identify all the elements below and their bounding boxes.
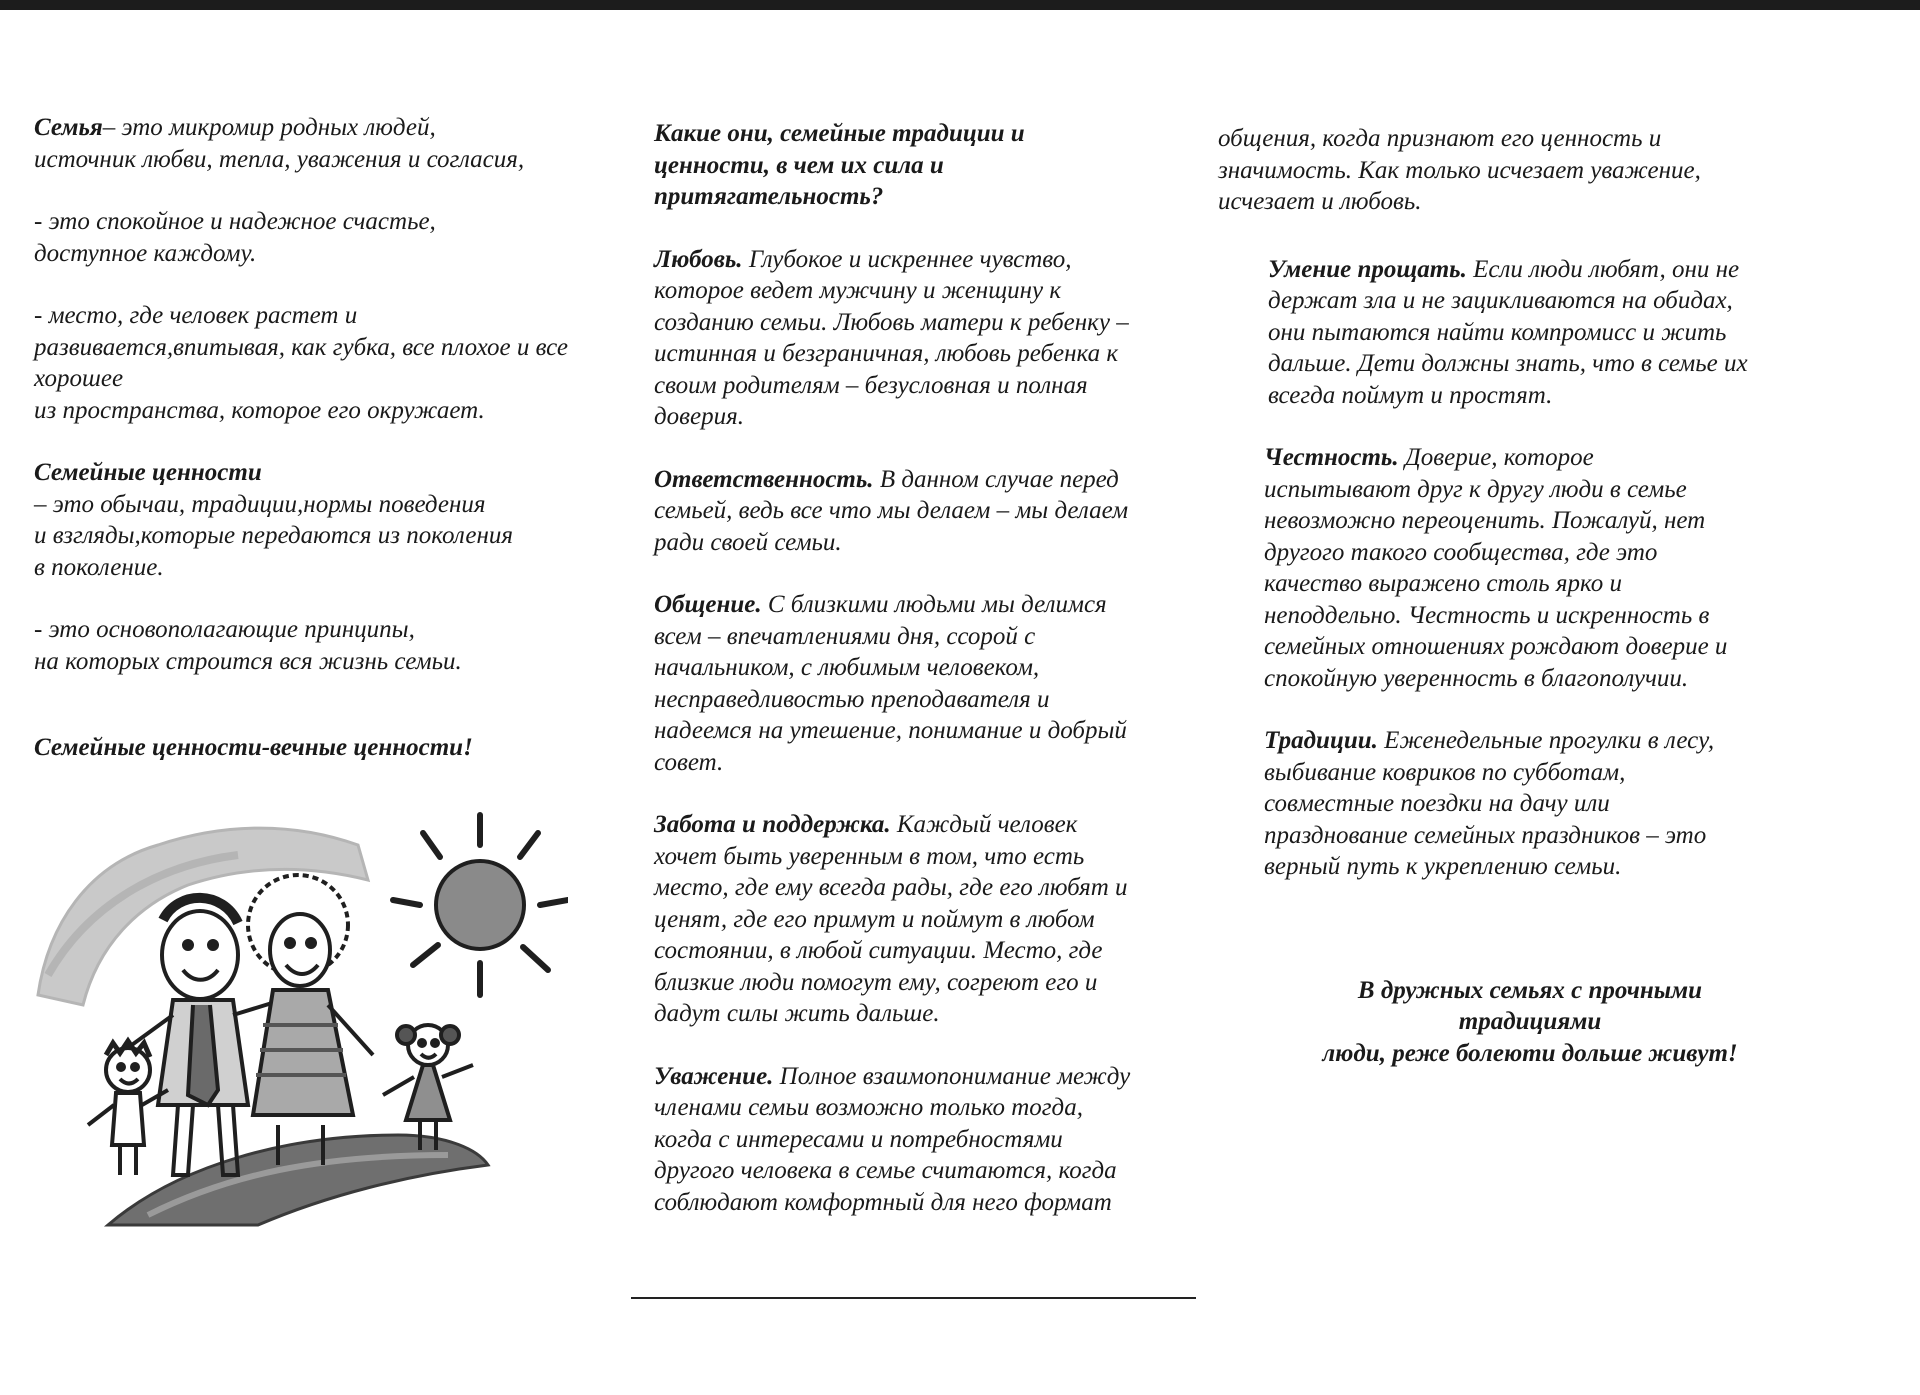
traditions-term: Традиции. xyxy=(1264,727,1378,754)
honesty-line: неподдельно. Честность и искренность в xyxy=(1264,601,1710,629)
care-line: дадут силы жить дальше. xyxy=(654,1000,940,1027)
communication-line: начальником, с любимым человеком, xyxy=(654,654,1040,681)
traditions-line: совместные поездки на дачу или xyxy=(1264,790,1610,817)
values-term: Семейные ценности xyxy=(34,459,262,486)
principles-line: - это основополагающие принципы, xyxy=(34,616,415,643)
love-line: истинная и безграничная, любовь ребенка к xyxy=(654,340,1119,367)
care-line: хочет быть уверенным в том, что есть xyxy=(654,842,1085,870)
respect-term: Уважение. xyxy=(654,1062,774,1090)
family-term: Семья xyxy=(34,114,103,141)
family-definition-line: источник любви, тепла, уважения и согласия, xyxy=(34,145,525,173)
love-paragraph: Любовь. Глубокое и искреннее чувство, xyxy=(654,245,1072,273)
section-heading: ценности, в чем их сила и xyxy=(654,151,944,179)
place-line: из пространства, которое его окружает. xyxy=(34,396,485,424)
principles-line: на которых строится вся жизнь семьи. xyxy=(34,647,462,675)
values-line: в поколение. xyxy=(34,553,164,581)
responsibility-line: семьей, ведь все что мы делаем – мы делаем xyxy=(654,497,1129,524)
communication-line: всем – впечатлениями дня, ссорой с xyxy=(654,622,1036,650)
middle-column xyxy=(654,118,1214,1218)
honesty-line: спокойную уверенность в благополучии. xyxy=(1264,664,1689,692)
forgive-line: всегда поймут и простят. xyxy=(1268,381,1553,409)
top-border xyxy=(0,0,1920,10)
communication-line: надеемся на утешение, понимание и добрый xyxy=(654,717,1127,744)
respect-continuation-line: исчезает и любовь. xyxy=(1218,188,1422,215)
respect-paragraph: Уважение. Полное взаимопонимание между xyxy=(654,1062,1131,1090)
section-heading: притягательность? xyxy=(654,183,884,210)
love-line: доверия. xyxy=(654,403,744,430)
forgive-line: они пытаются найти компромисс и жить xyxy=(1268,318,1727,346)
values-line: и взгляды,которые передаются из поколения xyxy=(34,522,514,549)
communication-line: несправедливостью преподавателя и xyxy=(654,685,1050,713)
place-line: развивается,впитывая, как губка, все плохое и все хорошее xyxy=(34,333,569,392)
happiness-line: - это спокойное и надежное счастье, xyxy=(34,208,436,235)
honesty-term: Честность. xyxy=(1264,444,1399,471)
place-line: - место, где человек растет и xyxy=(34,302,358,329)
forgive-line: дальше. Дети должны знать, что в семье их xyxy=(1268,350,1748,377)
care-line: место, где ему всегда рады, где его любят и xyxy=(654,874,1128,901)
love-line: созданию семьи. Любовь матери к ребенку – xyxy=(654,308,1129,336)
responsibility-line: ради своей семьи. xyxy=(654,528,842,556)
love-term: Любовь. xyxy=(654,245,743,273)
slogan: Семейные ценности-вечные ценности! xyxy=(34,734,473,761)
left-column xyxy=(34,112,644,764)
respect-line: другого человека в семье считаются, когда xyxy=(654,1157,1117,1184)
care-line: состоянии, в любой ситуации. Место, где xyxy=(654,937,1103,964)
family-definition: Семья– это микромир родных людей, xyxy=(34,114,436,141)
honesty-line: невозможно переоценить. Пожалуй, нет xyxy=(1264,507,1706,534)
traditions-line: празднование семейных праздников – это xyxy=(1264,821,1707,849)
love-line: своим родителям – безусловная и полная xyxy=(654,371,1088,399)
care-line: близкие люди помогут ему, согреют его и xyxy=(654,968,1098,996)
closing-line: В дружных семьях с прочными xyxy=(1357,976,1703,1004)
love-line: которое ведет мужчину и женщину к xyxy=(654,277,1062,304)
bottom-divider xyxy=(631,1297,1196,1299)
respect-line: соблюдают комфортный для него формат xyxy=(654,1188,1112,1216)
care-paragraph: Забота и поддержка. Каждый человек xyxy=(654,811,1078,838)
honesty-line: семейных отношениях рождают доверие и xyxy=(1264,633,1728,660)
traditions-line: выбивание ковриков по субботам, xyxy=(1264,758,1626,786)
respect-line: членами семьи возможно только тогда, xyxy=(654,1094,1083,1121)
respect-line: когда с интересами и потребностями xyxy=(654,1125,1063,1153)
section-heading: Какие они, семейные традиции и xyxy=(654,120,1025,147)
communication-line: совет. xyxy=(654,748,724,776)
responsibility-paragraph: Ответственность. В данном случае перед xyxy=(654,465,1119,493)
traditions-paragraph: Традиции. Еженедельные прогулки в лесу, xyxy=(1264,727,1715,754)
communication-term: Общение. xyxy=(654,591,762,618)
responsibility-term: Ответственность. xyxy=(654,465,874,493)
care-term: Забота и поддержка. xyxy=(654,811,891,838)
honesty-line: испытывают друг к другу люди в семье xyxy=(1264,475,1687,503)
honesty-line: другого такого сообщества, где это xyxy=(1264,538,1658,566)
respect-continuation-line: общения, когда признают его ценность и xyxy=(1218,125,1662,152)
forgive-term: Умение прощать. xyxy=(1268,255,1467,283)
honesty-line: качество выражено столь ярко и xyxy=(1264,570,1622,597)
values-line: – это обычаи, традиции,нормы поведения xyxy=(34,490,486,518)
respect-continuation-line: значимость. Как только исчезает уважение, xyxy=(1218,156,1701,184)
happiness-line: доступное каждому. xyxy=(34,239,257,267)
family-drawing-icon xyxy=(28,805,568,1245)
forgive-paragraph: Умение прощать. Если люди любят, они не xyxy=(1268,255,1740,283)
closing-line: люди, реже болеюти дольше живут! xyxy=(1322,1039,1738,1067)
honesty-paragraph: Честность. Доверие, которое xyxy=(1264,444,1594,471)
closing-line: традициями xyxy=(1458,1008,1602,1035)
right-column xyxy=(1218,123,1818,1069)
traditions-line: верный путь к укреплению семьи. xyxy=(1264,853,1622,880)
care-line: ценят, где его примут и поймут в любом xyxy=(654,905,1095,933)
communication-paragraph: Общение. С близкими людьми мы делимся xyxy=(654,591,1107,618)
forgive-line: держат зла и не зацикливаются на обидах, xyxy=(1268,287,1733,314)
